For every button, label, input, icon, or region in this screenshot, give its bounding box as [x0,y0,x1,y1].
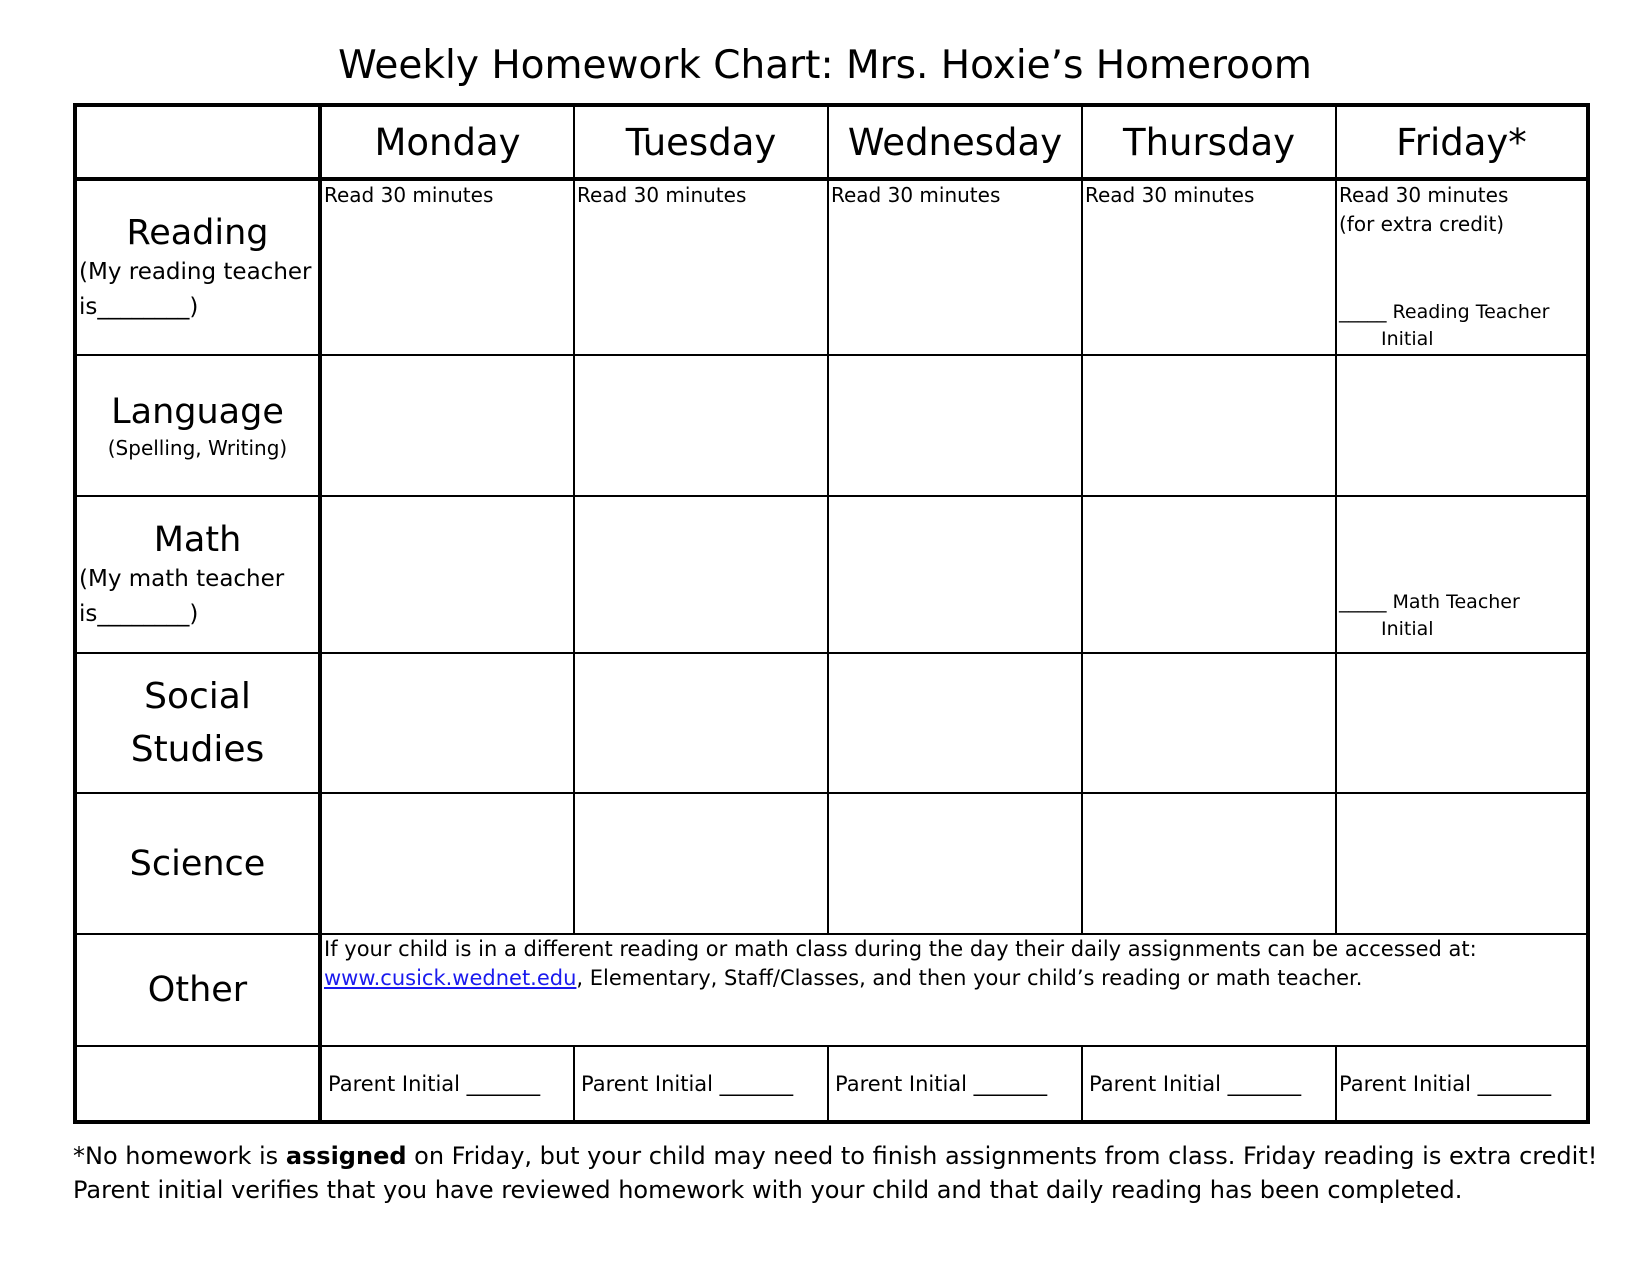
science-monday-cell[interactable] [320,793,574,934]
reading-assignment: Read 30 minutes [831,183,1001,207]
reading-tuesday-cell[interactable] [574,179,828,355]
reading-teacher-initial [1337,299,1586,353]
language-subject-note: (Spelling, Writing) [107,435,288,460]
reading-monday-cell[interactable] [320,179,574,355]
day-header-wednesday: Wednesday [828,105,1082,179]
other-note-text: If your child is in a different reading or math class during the day their daily assignments can be accessed at: [324,937,1477,961]
language-subject-cell [75,355,320,496]
social-studies-friday-cell[interactable] [1336,653,1588,793]
parent-initial-blank-cell [75,1046,320,1122]
reading-thursday-cell[interactable] [1082,179,1336,355]
page-title: Weekly Homework Chart: Mrs. Hoxie’s Homeroom [338,43,1312,88]
math-row [75,496,1588,653]
day-header-thursday: Thursday [1082,105,1336,179]
parent-initial-thursday[interactable]: Parent Initial _______ [1082,1046,1336,1122]
science-subject-cell [75,793,320,934]
parent-initial-friday[interactable]: Parent Initial _______ [1336,1046,1588,1122]
reading-subject-cell [75,179,320,355]
reading-assignment: Read 30 minutes [1085,183,1255,207]
reading-teacher-initial-line: _____ Reading Teacher [1339,301,1550,323]
other-note-after-link: , Elementary, Staff/Classes, and then your child’s reading or math teacher. [576,966,1363,990]
parent-initial-tuesday[interactable]: Parent Initial _______ [574,1046,828,1122]
school-website-link[interactable]: www.cusick.wednet.edu [324,966,577,990]
other-note [322,935,1586,993]
footnote-bold-word: assigned [285,1142,407,1170]
social-studies-wednesday-cell[interactable] [828,653,1082,793]
social-studies-monday-cell[interactable] [320,653,574,793]
language-friday-cell[interactable] [1336,355,1588,496]
social-studies-subject-cell [75,653,320,793]
math-friday-cell[interactable] [1336,496,1588,653]
social-studies-name-line1: Social [144,676,251,717]
science-tuesday-cell[interactable] [574,793,828,934]
social-studies-thursday-cell[interactable] [1082,653,1336,793]
math-subject-cell [75,496,320,653]
reading-row [75,179,1588,355]
day-header-tuesday: Tuesday [574,105,828,179]
science-thursday-cell[interactable] [1082,793,1336,934]
reading-assignment: Read 30 minutes [1339,183,1509,207]
language-thursday-cell[interactable] [1082,355,1336,496]
parent-initial-row [75,1046,1588,1122]
footnote-suffix: on Friday, but your child may need to finish assignments from class. Friday reading is extra credit! [406,1142,1598,1170]
homework-chart-table [73,103,1590,1124]
math-teacher-initial-word: Initial [1381,618,1434,640]
parent-initial-monday[interactable]: Parent Initial _______ [320,1046,574,1122]
other-subject-cell [75,934,320,1046]
footnote-line2: Parent initial verifies that you have reviewed homework with your child and that daily reading has been completed. [73,1176,1463,1204]
language-row [75,355,1588,496]
reading-assignment: Read 30 minutes [577,183,747,207]
other-note-cell [320,934,1588,1046]
math-tuesday-cell[interactable] [574,496,828,653]
math-teacher-note: (My math teacher is________) [79,565,285,627]
day-header-row [75,105,1588,179]
corner-cell [75,105,320,179]
language-tuesday-cell[interactable] [574,355,828,496]
math-thursday-cell[interactable] [1082,496,1336,653]
reading-teacher-initial-word: Initial [1381,328,1434,350]
science-friday-cell[interactable] [1336,793,1588,934]
language-wednesday-cell[interactable] [828,355,1082,496]
language-subject-name: Language [111,391,284,432]
social-studies-name-line2: Studies [130,729,265,770]
footnote [73,1139,1613,1207]
social-studies-row [75,653,1588,793]
day-header-friday: Friday* [1336,105,1588,179]
other-subject-name: Other [147,970,248,1010]
language-monday-cell[interactable] [320,355,574,496]
math-teacher-initial-line: _____ Math Teacher [1339,591,1520,613]
math-monday-cell[interactable] [320,496,574,653]
math-teacher-initial [1337,589,1586,643]
math-subject-name: Math [153,519,242,560]
reading-friday-cell[interactable] [1336,179,1588,355]
science-wednesday-cell[interactable] [828,793,1082,934]
other-row [75,934,1588,1046]
reading-extra-credit-note: (for extra credit) [1339,212,1505,236]
science-row [75,793,1588,934]
social-studies-tuesday-cell[interactable] [574,653,828,793]
reading-assignment: Read 30 minutes [324,183,494,207]
parent-initial-wednesday[interactable]: Parent Initial _______ [828,1046,1082,1122]
footnote-prefix: *No homework is [73,1142,286,1170]
math-wednesday-cell[interactable] [828,496,1082,653]
reading-wednesday-cell[interactable] [828,179,1082,355]
day-header-monday: Monday [320,105,574,179]
science-subject-name: Science [129,843,266,884]
reading-teacher-note: (My reading teacher is________) [79,258,312,320]
reading-subject-name: Reading [126,212,269,253]
